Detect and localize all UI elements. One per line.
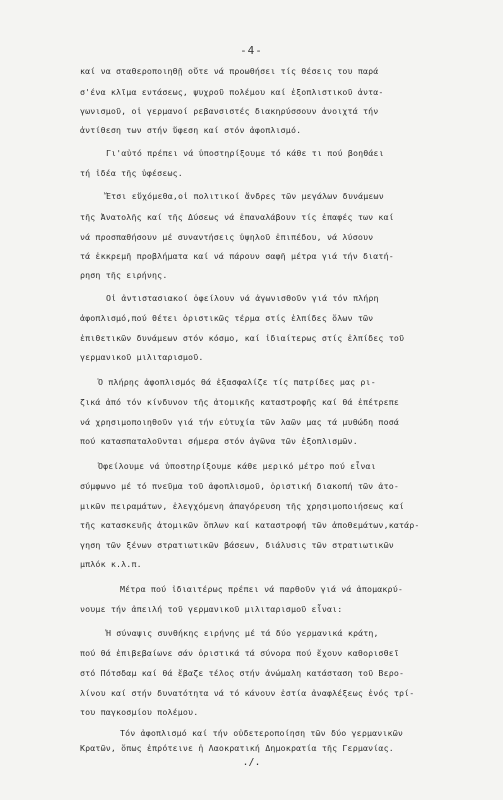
text-line: πού κατασπαταλοῦνται σήμερα στόν ἀγῶνα τῶν ἐξοπλισμῶν. — [80, 436, 358, 446]
text-line: Ἡ σύναψις συνθήκης ειρήνης μέ τά δύο γερμανικά κράτη, — [106, 628, 379, 638]
text-line: νά προσπαθήσουν μέ συναντήσεις ὑψηλοῦ ἐπιπέδου, νά λύσουν — [80, 232, 374, 242]
text-line: Τόν ἀφοπλισμό καί τήν οὐδετεροποίηση τῶν δύο γερμανικῶν — [120, 728, 403, 738]
text-line: Ὁ πλήρης ἀφοπλισμός θά ἐξασφαλίζε τίς πατρίδες μας ρι- — [98, 377, 376, 387]
text-line: Οἱ ἀντιστασιακοί ὀφείλουν νά ἀγωνισθοῦν γιά τόν πλήρη — [106, 293, 379, 303]
text-line: τά ἐκκρεμῆ προβλήματα καί νά πάρουν σαφῆ μέτρα γιά τήν διατή- — [80, 251, 394, 261]
text-line: Κρατῶν, ὅπως ἐπρότεινε ἡ Λαοκρατική Δημοκρατία τῆς Γερμανίας. — [80, 743, 394, 753]
text-line: Μέτρα πού ἰδιαιτέρως πρέπει νά παρθοῦν γιά νά ἀπομακρύ- — [120, 584, 403, 594]
text-line: γωνισμοῦ, οἱ γερμανοί ρεβανσιστές διακηρύσσουν ἀνοιχτά τήν — [80, 106, 379, 116]
text-line: νά χρησιμοποιηθοῦν γιά τήν εὐτυχία τῶν λαῶν μας τά μυθώδη ποσά — [80, 417, 399, 427]
text-line: νουμε τήν ἀπειλή τοῦ γερμανικοῦ μιλιταρισμοῦ εἶναι: — [80, 604, 343, 614]
text-line: σ'ένα κλῖμα εντάσεως, ψυχροῦ πολέμου καί ἐξοπλιστικοῦ ἀντα- — [80, 87, 384, 97]
text-line: στό Πότσδαμ καί θά ἔβαζε τέλος στήν ἀνώμαλη κατάσταση τοῦ Βερο- — [80, 668, 405, 678]
text-line: λίνου καί στήν δυνατότητα νά τό κάνουν ἑστία ἀναφλέξεως ἑνός τρί- — [80, 688, 415, 698]
text-line: γηση τῶν ξένων στρατιωτικῶν βάσεων, διάλυσις τῶν στρατιωτικῶν — [80, 540, 394, 550]
text-line: τῆς κατασκευῆς ἀτομικῶν ὅπλων καί καταστροφή τῶν ἀποθεμάτων,κατάρ- — [80, 520, 420, 530]
text-line: ρηση τῆς ειρήνης. — [80, 270, 168, 280]
text-line: σύμφωνο μέ τό πνεῦμα τοῦ ἀφοπλισμοῦ, ὁριστική διακοπή τῶν ἀτο- — [80, 481, 399, 491]
text-line: τῆς Ἀνατολῆς καί τῆς Δύσεως νά ἐπαναλάβουν τίς ἐπαφές των καί — [80, 212, 394, 222]
text-line: πού θά ἐπιβεβαίωνε σάν ὁριστικά τά σύνορα πού ἔχουν καθορισθεῖ — [80, 648, 399, 658]
text-line: ζικά ἀπό τόν κίνδυνον τῆς ἀτομικῆς καταστροφῆς καί θά ἐπέτρεπε — [80, 397, 399, 407]
text-line: Ὀφείλουμε νά ὑποστηρίξουμε κάθε μερικό μέτρο πού εἶναι — [98, 461, 376, 471]
page-number: -4- — [240, 44, 263, 57]
text-line: μπλόκ κ.λ.π. — [80, 559, 142, 569]
text-line: μικῶν πειραμάτων, ἐλεγχόμενη ἀπαγόρευση τῆς χρησιμοποιήσεως καί — [80, 501, 405, 511]
continuation-mark: ./. — [242, 757, 261, 768]
text-line: τή ἰδέα τῆς ὑφέσεως. — [80, 168, 183, 178]
text-line: του παγκοσμίου πολέμου. — [80, 707, 199, 717]
text-line: καί να σταθεροποιηθῇ οὔτε νά προωθήσει τίς θέσεις του παρά — [80, 66, 379, 76]
text-line: ἐπιθετικῶν δυνάμεων στόν κόσμο, καί ἰδιαίτερως στίς ἐλπίδες τοῦ — [80, 333, 405, 343]
text-line: Ἔτσι εὔχόμεθα,οἱ πολιτικοί ἄνδρες τῶν μεγάλων δυνάμεων — [106, 191, 384, 201]
text-line: γερμανικοῦ μιλιταρισμοῦ. — [80, 352, 204, 362]
text-line: ἀντίθεση των στήν ὕφεση καί στόν ἀφοπλισμό. — [80, 125, 302, 135]
text-line: ἀφοπλισμό,πού θέτει ὁριστικῶς τέρμα στίς ἐλπίδες ὅλων τῶν — [80, 313, 374, 323]
text-line: Γι'αὐτό πρέπει νά ὑποστηρίξουμε τό κάθε τι πού βοηθάει — [106, 148, 384, 158]
